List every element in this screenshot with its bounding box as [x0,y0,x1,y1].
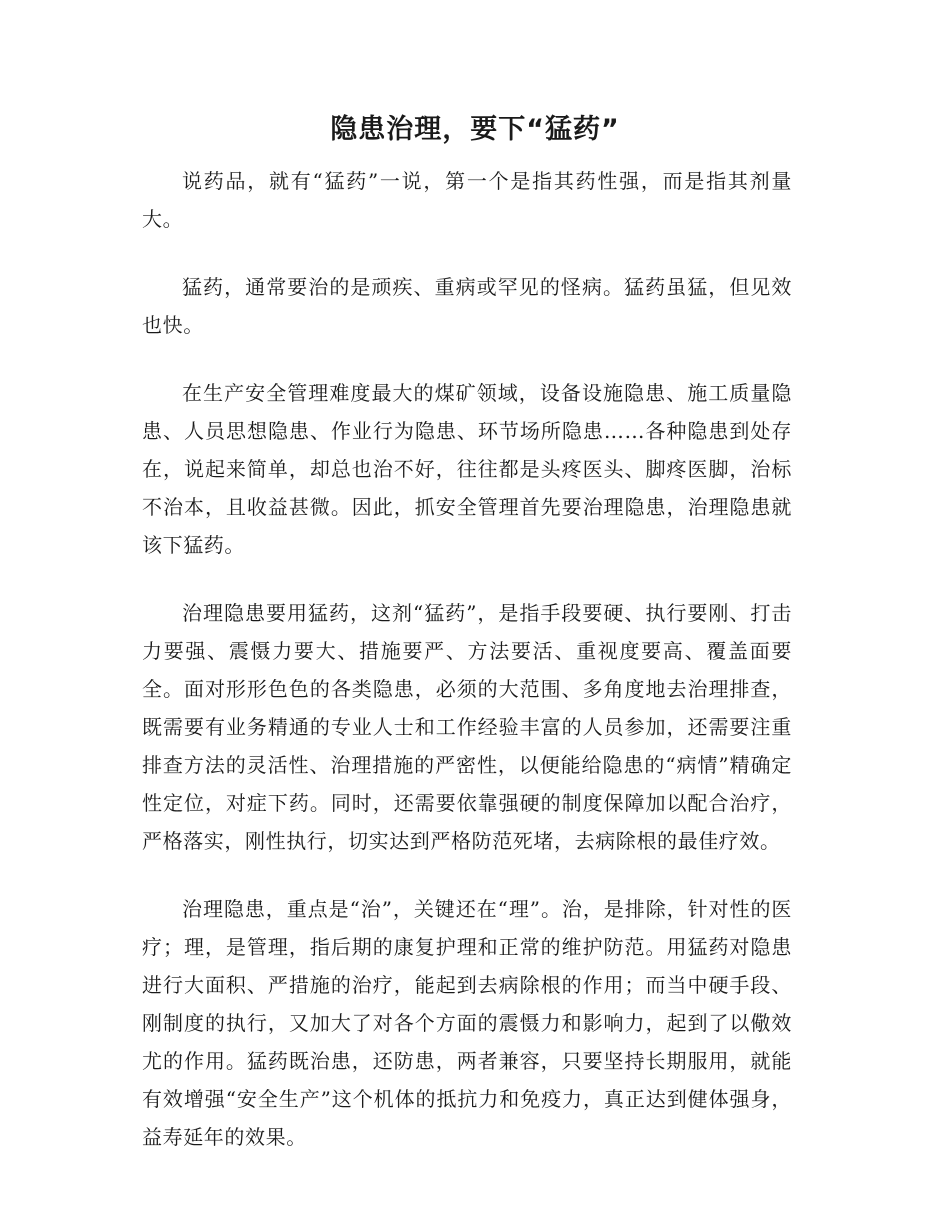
document-title: 隐患治理，要下“猛药” [330,114,620,145]
paragraph-5: 治理隐患，重点是“治”，关键还在“理”。治，是排除，针对性的医疗；理，是管理，指后期的康复护理和正常的维护防范。用猛药对隐患进行大面积、严措施的治疗，能起到去病除根的作用；而当中硬手段、刚制度的执行，又加大了对各个方面的震慑力和影响力，起到了以儆效尤的作用。猛药既治患，还防患，两者兼容，只要坚持长期服用，就能有效增强“安全生产”这个机体的抵抗力和免疫力，真正达到健体强身，益寿延年的效果。 [142,897,792,1149]
paragraph-2: 猛药，通常要治的是顽疾、重病或罕见的怪病。猛药虽猛，但见效也快。 [142,275,792,337]
paragraph-4: 治理隐患要用猛药，这剂“猛药”，是指手段要硬、执行要刚、打击力要强、震慑力要大、措施要严、方法要活、重视度要高、覆盖面要全。面对形形色色的各类隐患，必须的大范围、多角度地去治理排查，既需要有业务精通的专业人士和工作经验丰富的人员参加，还需要注重排查方法的灵活性、治理措施的严密性，以便能给隐患的“病情”精确定性定位，对症下药。同时，还需要依靠强硬的制度保障加以配合治疗，严格落实，刚性执行，切实达到严格防范死堵，去病除根的最佳疗效。 [142,601,792,853]
document-body [142,162,792,1186]
paragraph-3: 在生产安全管理难度最大的煤矿领域，设备设施隐患、施工质量隐患、人员思想隐患、作业行为隐患、环节场所隐患……各种隐患到处存在，说起来简单，却总也治不好，往往都是头疼医头、脚疼医脚，治标不治本，且收益甚微。因此，抓安全管理首先要治理隐患，治理隐患就该下猛药。 [142,381,792,557]
paragraph-1: 说药品，就有“猛药”一说，第一个是指其药性强，而是指其剂量大。 [142,169,792,231]
